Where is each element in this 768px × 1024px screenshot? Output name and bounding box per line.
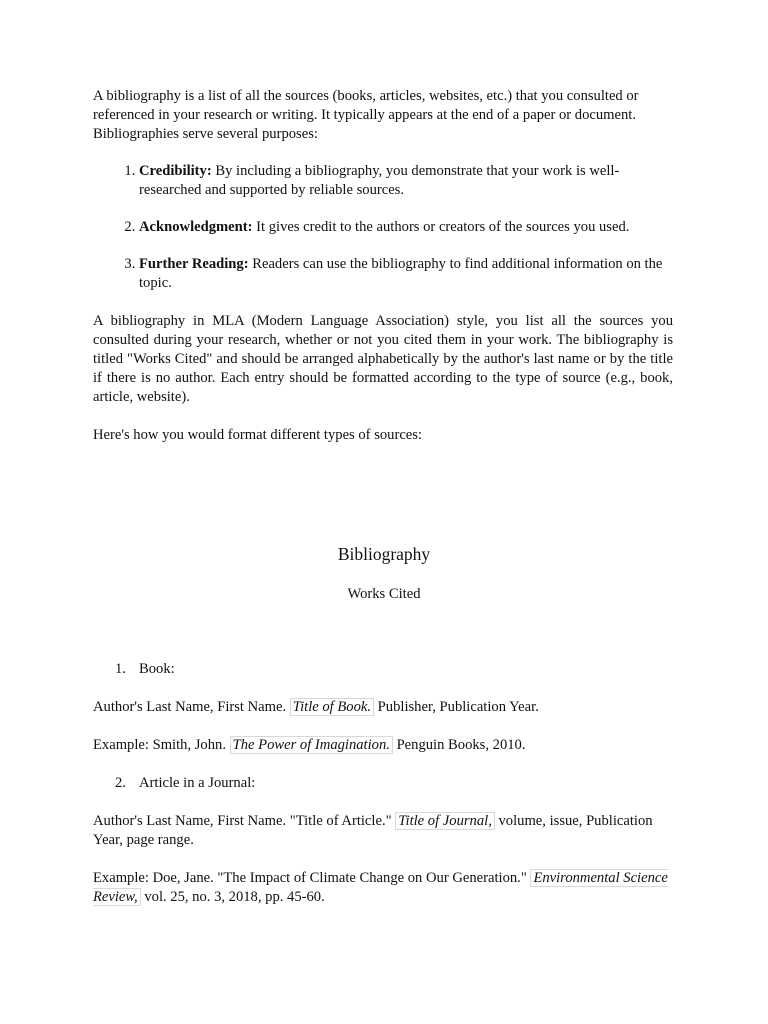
purpose-term: Acknowledgment: [139,219,253,235]
works-cited-heading: Works Cited [347,586,421,602]
article-format [93,812,673,850]
example-text: Example: Smith, John. [93,737,230,753]
example-text: Penguin Books, 2010. [392,737,526,753]
article-example [93,869,673,907]
example-text: Example: Doe, Jane. "The Impact of Climate Change on Our Generation." [93,870,531,886]
source-type-article [93,774,673,793]
italic-title: The Power of Imagination. [230,736,393,754]
source-types [93,660,673,907]
purposes-list [93,162,673,293]
format-intro: Here's how you would format different types of sources: [93,427,423,443]
type-number: 1. [115,661,126,677]
type-label: Book: [139,661,175,677]
purpose-desc: Readers can use the bibliography to find additional information on the topic. [139,256,663,291]
type-label: Article in a Journal: [139,775,256,791]
intro-paragraph: A bibliography is a list of all the sources (books, articles, websites, etc.) that you consulted or referenced in your research or writing. It typically appears at the end of a paper or document. Bibliographies serve several purposes: [93,88,639,142]
example-text: vol. 25, no. 3, 2018, pp. 45-60. [140,889,325,905]
document-body [93,87,673,445]
italic-title: Title of Journal, [395,812,495,830]
list-item [139,162,673,200]
italic-title: Title of Book. [290,698,374,716]
list-item [139,255,673,293]
purpose-desc: It gives credit to the authors or creators of the sources you used. [252,219,630,235]
purpose-term: Further Reading: [139,256,249,272]
format-text: volume, issue, Publication Year, page range. [93,813,653,848]
list-item [139,218,673,237]
purpose-desc: By including a bibliography, you demonstrate that your work is well-researched and supported by reliable sources. [139,163,620,198]
format-text: Author's Last Name, First Name. "Title of Article." [93,813,396,829]
purpose-term: Credibility: [139,163,212,179]
book-example [93,736,673,755]
format-text: Publisher, Publication Year. [374,699,539,715]
type-number: 2. [115,775,126,791]
book-format [93,698,673,717]
italic-title: Environmental Science Review, [93,870,668,905]
mla-paragraph: A bibliography in MLA (Modern Language Association) style, you list all the sources you consulted during your research, whether or not you cited them in your work. The bibliography is titled "Works Cited" and should be arranged alphabetically by the author's last name or by the title if there is no author. Each entry should be formatted according to the type of source (e.g., book, article, website). [93,313,673,405]
source-type-book [93,660,673,679]
format-text: Author's Last Name, First Name. [93,699,290,715]
bibliography-heading: Bibliography [337,544,431,564]
